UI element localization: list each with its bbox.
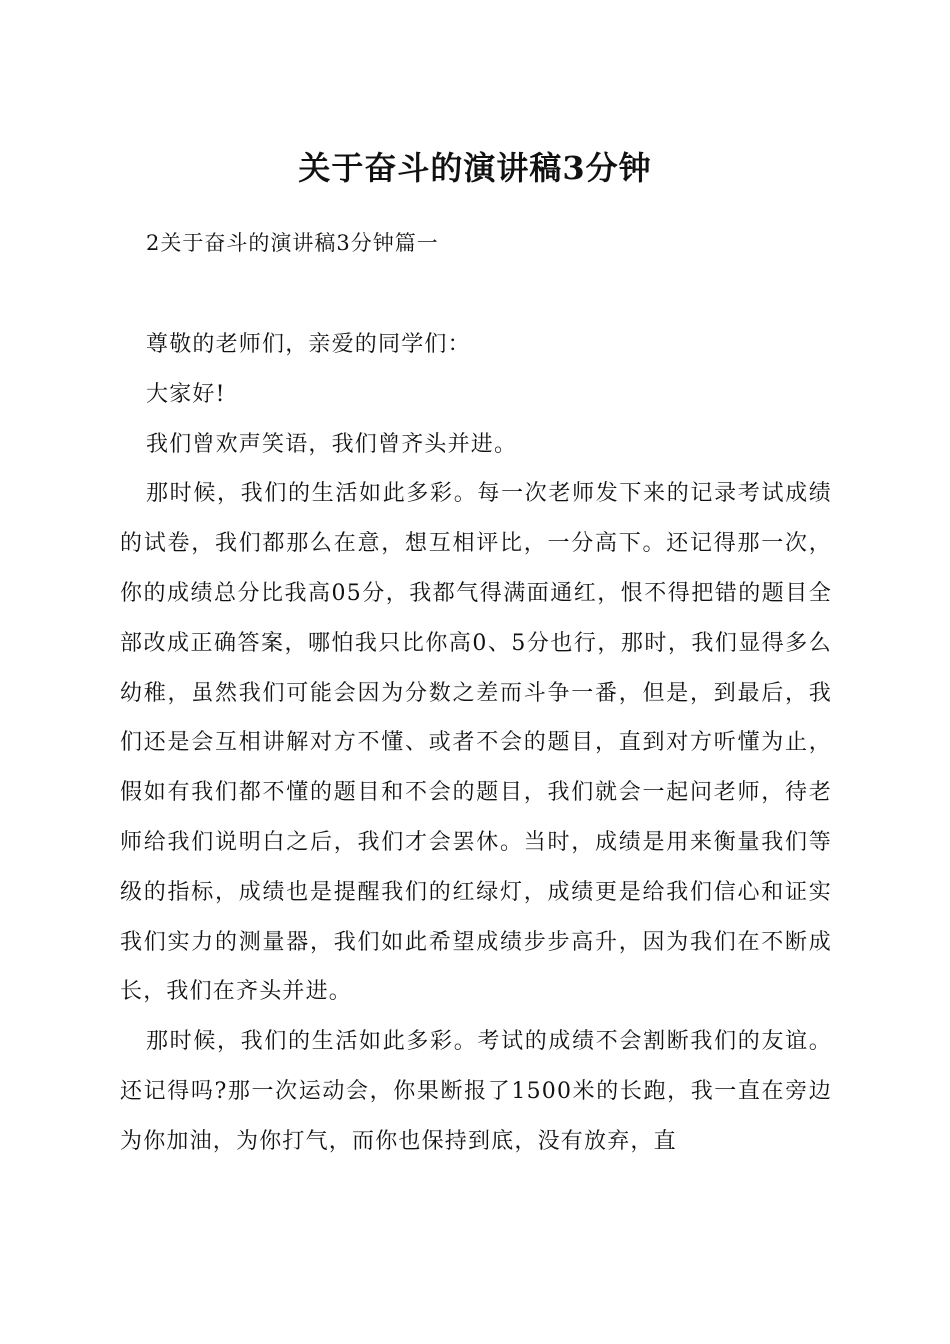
greeting-paragraph: 大家好!	[146, 381, 226, 407]
document-body	[120, 320, 832, 1167]
document-subtitle: 2关于奋斗的演讲稿3分钟篇一	[146, 231, 439, 255]
body-paragraph: 那时候，我们的生活如此多彩。每一次老师发下来的记录考试成绩的试卷，我们都那么在意，想互相评比，一分高下。还记得那一次，你的成绩总分比我高05分，我都气得满面通红，恨不得把错的题目全部改成正确答案，哪怕我只比你高0、5分也行，那时，我们显得多么幼稚，虽然我们可能会因为分数之差而斗争一番，但是，到最后，我们还是会互相讲解对方不懂、或者不会的题目，直到对方听懂为止，假如有我们都不懂的题目和不会的题目，我们就会一起问老师，待老师给我们说明白之后，我们才会罢休。当时，成绩是用来衡量我们等级的指标，成绩也是提醒我们的红绿灯，成绩更是给我们信心和证实我们实力的测量器，我们如此希望成绩步步高升，因为我们在不断成长，我们在齐头并进。	[120, 481, 832, 1005]
body-paragraph: 那时候，我们的生活如此多彩。考试的成绩不会割断我们的友谊。还记得吗?那一次运动会，你果断报了1500米的长跑，我一直在旁边为你加油，为你打气，而你也保持到底，没有放弃，直	[120, 1029, 832, 1154]
intro-paragraph: 我们曾欢声笑语，我们曾齐头并进。	[146, 431, 518, 457]
salutation-paragraph: 尊敬的老师们，亲爱的同学们：	[146, 332, 471, 357]
document-title: 关于奋斗的演讲稿3分钟	[298, 149, 652, 187]
